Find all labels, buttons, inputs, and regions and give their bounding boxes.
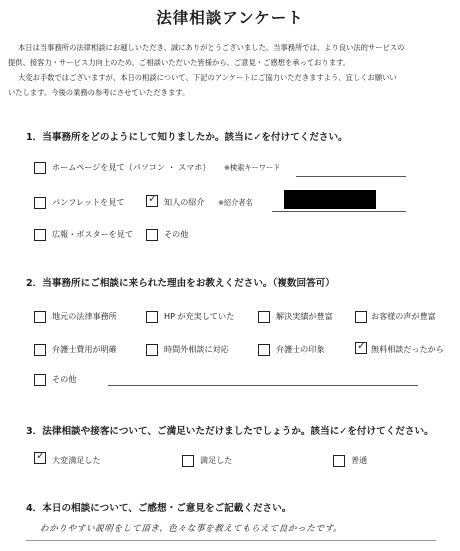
q1-referral-checkbox[interactable] [146, 192, 158, 207]
q1-ad-checkbox[interactable] [34, 229, 46, 241]
q1-referrer-label: ※紹介者名 [218, 198, 253, 207]
page-title: 法律相談アンケート [156, 9, 304, 27]
q4-answer-line[interactable] [26, 540, 436, 541]
q2-hp-checkbox[interactable] [146, 311, 158, 323]
q2-hp-label: HP が充実していた [164, 311, 235, 321]
q3-very-checkmark: ✓ [36, 449, 46, 462]
q1-pamphlet-checkbox[interactable] [34, 197, 46, 209]
intro-line-1: 本日は当事務所の法律相談にお越しいただき、誠にありがとうございました。当事務所では、より良い法的サービスの [18, 43, 405, 52]
q3-satisfied-checkbox[interactable] [182, 455, 194, 467]
q3-normal-checkbox[interactable] [333, 455, 345, 467]
intro-line-4: いたします。今後の業務の参考にさせていただきます。 [8, 88, 190, 97]
q4-heading: 4．本日の相談について、ご感想・ご意見をご記載ください。 [26, 503, 292, 514]
q1-keyword-label: ※検索キーワード [224, 163, 281, 172]
q1-referral-checkmark: ✓ [148, 192, 158, 205]
q1-pamphlet-label: パンフレットを見て [52, 197, 125, 207]
q1-keyword-field[interactable] [296, 176, 406, 177]
q2-other-checkbox[interactable] [34, 374, 46, 386]
q1-referral-label: 知人の紹介 [164, 197, 205, 207]
q1-referrer-field[interactable] [272, 211, 406, 212]
q2-results-checkbox[interactable] [258, 311, 270, 323]
q2-results-label: 解決実績が豊富 [276, 311, 333, 321]
q1-homepage-label: ホームページを見て（パソコン ・ スマホ） [52, 162, 211, 172]
q1-ad-label: 広報・ポスターを見て [52, 229, 133, 239]
q3-very-label: 大変満足した [52, 455, 101, 465]
q1-referrer-redaction [284, 190, 376, 209]
intro-line-2: 提供、接客力・サービス力向上のため、ご相談いただいた皆様から、ご意見・ご感想を承っております。 [8, 58, 351, 67]
q1-other-checkbox[interactable] [146, 229, 158, 241]
q4-handwritten-answer: わかりやすい説明をして頂き、色々な事を教えてもらえて良かったです。 [39, 524, 343, 534]
q2-impression-checkbox[interactable] [258, 344, 270, 356]
q2-impression-label: 弁護士の印象 [276, 344, 325, 354]
q2-other-field[interactable] [108, 385, 418, 386]
q2-free-checkmark: ✓ [357, 339, 367, 352]
q3-very-checkbox[interactable] [34, 449, 46, 464]
q3-heading: 3．法律相談や接客について、ご満足いただけましたでしょうか。該当に✓を付けてください。 [26, 426, 434, 437]
intro-line-3: 大変お手数ではございますが、本日の相談について、下記のアンケートにご協力いただきますよう、宜しくお願いい [18, 73, 397, 82]
q2-local-checkbox[interactable] [34, 311, 46, 323]
q2-afterhours-label: 時間外相談に対応 [164, 344, 229, 354]
q1-heading: 1．当事務所をどのようにして知りましたか。該当に✓を付けてください。 [26, 132, 348, 143]
q2-afterhours-checkbox[interactable] [146, 344, 158, 356]
q2-heading: 2．当事務所にご相談に来られた理由をお教えください。（複数回答可） [26, 278, 335, 289]
q3-satisfied-label: 満足した [200, 455, 233, 465]
q2-fee-label: 弁護士費用が明確 [52, 344, 117, 354]
q2-local-label: 地元の法律事務所 [52, 311, 117, 321]
q2-free-label: 無料相談だったから [371, 344, 444, 354]
q3-normal-label: 普通 [351, 455, 368, 465]
q1-homepage-checkbox[interactable] [34, 162, 46, 174]
q2-fee-checkbox[interactable] [34, 344, 46, 356]
q2-voices-label: お客様の声が豊富 [371, 311, 436, 321]
q2-free-checkbox[interactable] [355, 339, 367, 354]
q2-voices-checkbox[interactable] [355, 311, 367, 323]
q1-other-label: その他 [164, 229, 189, 239]
q2-other-label: その他 [52, 374, 77, 384]
